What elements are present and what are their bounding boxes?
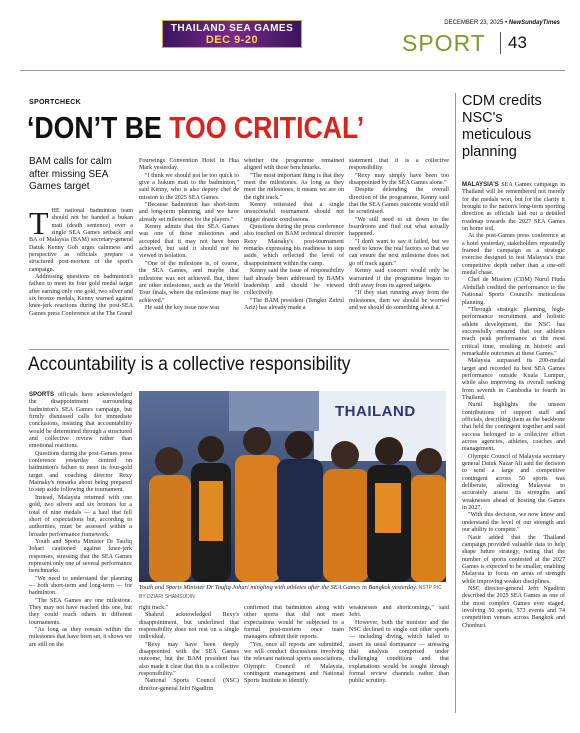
second-col1-p5: "We need to understand the planning — both short-term and long-term — for badminton. (29, 575, 132, 597)
main-col4-p6: Kenny said concern would only be warranted if the programme began to drift away from its agreed targets. (349, 268, 449, 289)
main-col2-p5: "One of the milestone is, of course, the SEA Games, and maybe that milestone was not achieved. But, there are other milestones, such as the World Tour finals, where the milestone may be achieved." (139, 260, 239, 304)
main-col3-p5: Kenny said the issue of responsibility had already been addressed by BAM's leadership and should be viewed collectively. (244, 268, 344, 297)
sidebar-p3: Chef de Mission (CDM) Nurul Huda Abdullah credited the performance to the National Sports Council's meticulous planning. (462, 277, 565, 306)
photo-credit: NSTP PIC BY DZIARI SHAMSUDIN (139, 585, 442, 600)
second-column-4 (349, 605, 449, 713)
second-col4-p1: weaknesses and shortcomings," said Jefri. (349, 605, 449, 619)
sidebar-body (462, 181, 565, 713)
section-divider (500, 32, 501, 54)
banner-title: THAILAND SEA GAMES (170, 23, 294, 34)
sidebar-p10: NSC director-general Jefri Ngadirin described the 2025 SEA Games as one of the most complex Games ever staged, involving 50 sports, 573 events and 74 competition venues across Bangkok and Chonburi. (462, 585, 565, 629)
main-col3-p6: "The BAM president (Tengku Zafrul Aziz) has already made a (244, 297, 344, 311)
main-headline (27, 111, 364, 145)
sidebar-p1 (462, 181, 565, 233)
second-col1-p2: Questions during the post-Games press conference yesterday centred on badminton's failure to meet its four-gold target and coaching director Rexy Mainaky's remarks about being prepared to step aside following the tournament. (29, 450, 132, 494)
sidebar-lead-kicker: MALAYSIA'S (462, 181, 499, 188)
second-col2-p1: right track." (139, 605, 169, 611)
sidebar-p7: Olympic Council of Malaysia secretary general Datuk Nazar Ali said the decision to send a large and competitive contingent across 50 sports was deliberate, allowing Malaysia to accurately assess its strengths and weaknesses ahead of hosting the Games in 2027. (462, 453, 565, 512)
sidebar-p4: "Through strategic planning, high-performance recruitment and holistic athlete development, the NSC has successfully ensured that our athletes reach peak performance at the most critical time, resulting in historic and remarkable outcomes at these Games." (462, 306, 565, 357)
headline-part-2: TOO CRITICAL’ (169, 110, 365, 145)
page-number: 43 (508, 33, 527, 52)
banner-dates: DEC 9-20 (205, 34, 259, 46)
headline-part-1: ‘DON’T BE (27, 110, 170, 145)
main-col2-p4: Kenny admits that the SEA Games was one of those milestones and accepted that it may not have been achieved, but said it should not be viewed in isolation. (139, 224, 239, 260)
sidebar-story (462, 93, 565, 713)
main-col3-p2: "The most important thing is that they meet the milestones. As long as they meet the milestones, it means we are on the right track." (244, 172, 344, 201)
main-col4-p4: "We still need to sit down in the boardroom and find out what actually happened. (349, 216, 449, 238)
main-col4-p5: "I don't want to say it failed, but we need to know the real factors so that we can ensure the next milestone does not go off track again." (349, 238, 449, 267)
main-col1-p1: HE national badminton team should not be handed a bukan mati (death sentence) over a single SEA Games setback and BA of Malaysia (BAM) secretary-general Datuk Kenny Goh urges calmness and perspective as officials prepare a structured post-mortem of the sport's campaign. (29, 208, 133, 273)
sidebar-p9: Nasir added that the Thailand campaign provided valuable data to help shape future strategy, noting that the number of sports contested at the 2027 Games is expected to be smaller, enabling Malaysia to focus on areas of strength while improving weaker disciplines. (462, 534, 565, 585)
second-column-3 (244, 605, 344, 713)
sidebar-p6: Nurul highlights the unseen contributions of support staff and officials, describing them as the backbone that held the contingent together and said success belonged to a collective effort across agencies, athletes, coaches and management. (462, 402, 565, 453)
second-column-1 (29, 391, 132, 713)
second-col3-p1: confirmed that badminton along with other sports that did not meet expectations would be subjected to a formal post-mortem once team managers submit their reports. (244, 605, 344, 641)
photo-caption-box (139, 584, 446, 606)
second-col1-p7: "As long as they remain within the milestones that have been set, it shows we are still on the (29, 627, 132, 648)
main-col2-p2: "I think we should not be too quick to give a hukum mati to the badminton," said Kenny, who is also deputy chef de mission to the 2025 SEA Games. (139, 172, 239, 201)
news-photo (139, 391, 446, 582)
main-column-4 (349, 158, 449, 346)
second-col2-p2: Shahrul acknowledged Rexy's disappointment, but underlined that responsibility does not rest on a single individual. (139, 612, 239, 641)
second-col1-p1-text: officials have acknowledged the disappointment surrounding badminton's SEA Games campaign, but firmly dismissed calls for immediate conclusions, insisting that accountability would be determined through a structured and collective review rather than emotional reactions. (29, 392, 132, 450)
masthead-date: DECEMBER 23, 2025 (444, 20, 504, 26)
main-column-2 (139, 158, 239, 346)
main-column-1 (29, 208, 133, 346)
second-lead-kicker: SPORTS (29, 391, 55, 398)
second-col2-p4: National Sports Council (NSC) director-general Jefri Ngadirin (139, 678, 239, 692)
second-col3-p2: "Yes, once all reports are submitted, we will conduct discussions involving the relevant national sports associations, Olympic Council of Malaysia, contingent management and National Sports Institute to identify (244, 641, 344, 685)
main-col3-p3: Kenny reiterated that a single unsuccessful tournament should not trigger drastic conclusions. (244, 202, 344, 223)
main-col4-p1: statement that it is a collective responsibility. (349, 158, 449, 172)
main-col2-p6: He said the key issue now was (145, 304, 220, 311)
masthead-divider: • (504, 20, 509, 26)
section-title: SPORT (402, 30, 486, 56)
sidebar-headline: CDM credits NSC's meticulous planning (462, 93, 542, 160)
main-col2-p1: Fourwings Convention Hotel in Hua Mark yesterday. (139, 158, 239, 172)
second-headline: Accountability is a collective responsibility (28, 354, 351, 375)
sidebar-divider (455, 93, 456, 713)
story-separator (29, 349, 449, 350)
main-standfirst: BAM calls for calm after missing SEA Games target (29, 156, 112, 192)
main-col3-p1: whether the programme remained aligned with those benchmarks. (244, 158, 344, 172)
photo-caption: Youth and Sports Minister Dr Taufiq Johari mingling with athletes after the SEA Games in Bangkok yesterday. (139, 584, 418, 591)
photo-backdrop-text: THAILAND (335, 403, 416, 420)
second-col2-p3: "Rexy may have been deeply disappointed with the SEA Games outcome, but the BAM president has also made it clear that this is a collective responsibility." (139, 641, 239, 678)
main-col2-p3: "Because badminton has short-term and long-term planning, and we have already set milestones for the players." (139, 202, 239, 223)
masthead-rule (20, 70, 565, 71)
second-col1-p4: Youth and Sports Minister Dr Taufiq Johari cautioned against knee-jerk responses, stressing that the SEA Games represent only one of several performance benchmarks. (29, 538, 132, 575)
sidebar-p2: At the post-Games press conference at a hotel yesterday, stakeholders repeatedly framed the campaign as a strategic exercise designed to test Malaysia's true competitive depth rather than a one-off medal chase. (462, 233, 565, 277)
second-col1-p3: Instead, Malaysia returned with one gold, two silvers and six bronzes for a total of nine medals — a haul that fell short of expectations but, according to authorities, must be assessed within a broader performance framework. (29, 494, 132, 538)
second-col4-p2: However, both the minister and the NSC declined to single out other sports — including diving, which failed to assert its usual dominance — stressing that analysis comprised under challenging conditions and that explanations would be sought through formal review channels rather than public scrutiny. (349, 619, 449, 685)
sidebar-p1-text: SEA Games campaign in Thailand will be remembered not merely for the medals won, but for the clarity it brought to the nation's long-term sporting direction as officials laid out a detailed roadmap towards the 2027 SEA Games on home soil. (462, 182, 565, 233)
main-column-3 (244, 158, 344, 346)
second-col1-p1 (29, 391, 132, 451)
sea-games-banner (162, 20, 302, 48)
masthead-paper: NewSundayTimes (508, 20, 560, 26)
second-col1-p6: "The SEA Games are one milestone. They may not have reached this one, but they could reach others in different tournaments. (29, 597, 132, 626)
sidebar-p5: Malaysia surpassed its 200-medal target and recorded its best SEA Games performance outside Kuala Lumpur, while also improving its overall ranking from seventh in Cambodia to fourth in Thailand. (462, 358, 565, 401)
sidebar-p8: "With this decision, we now know and understand the level of our strength and our ability to compete." (462, 512, 565, 534)
masthead-date-line (444, 20, 560, 26)
main-col4-p7: "If they start running away from the milestones, then we should be worried and we should do something about it." (349, 290, 449, 311)
masthead (400, 20, 570, 68)
main-col3-p4: Questions during the press conference also touched on BAM technical director Rexy Mainaky's post-tournament remarks expressing his readiness to step aside, which reflected the level of disappointment within the camp. (244, 224, 344, 267)
main-col4-p2: "Rexy may simply have been too disappointed by the SEA Games alone." (349, 172, 449, 187)
main-kicker: SPORTCHECK (29, 99, 82, 106)
main-col4-p3: Despite defending the overall direction of the programme, Kenny said that the SEA Games outcome would still be scrutinised. (349, 187, 449, 216)
drop-cap: T (29, 208, 49, 241)
second-column-2 (139, 605, 239, 713)
main-col1-p2: Addressing questions on badminton's failure to meet its four gold medal target after earning only one gold, two silver and six bronze medals, Kenny warned against knee-jerk reactions during the post-SEA Games press Conference at the The Grand (29, 274, 133, 317)
